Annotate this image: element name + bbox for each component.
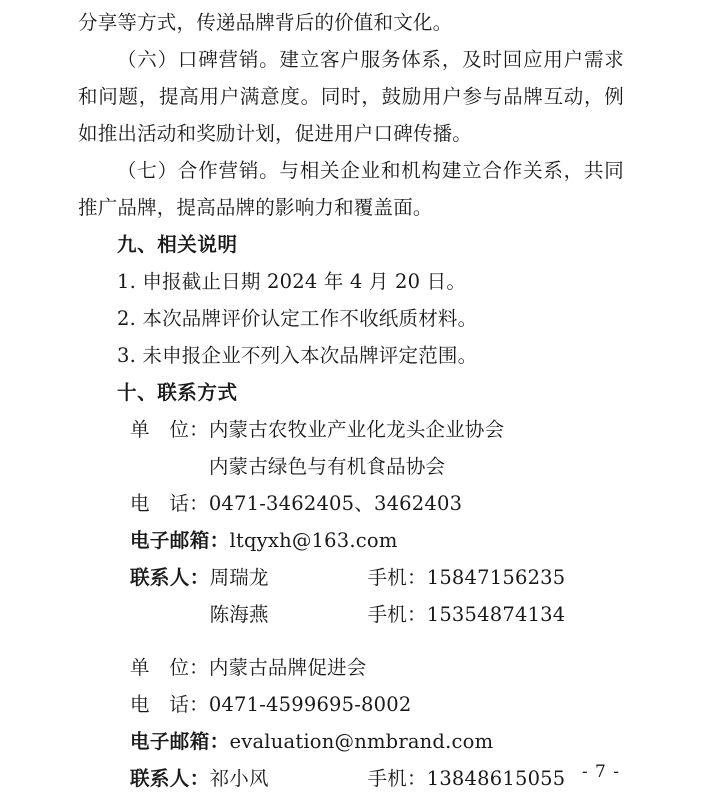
contact-person-label: 联系人： (130, 566, 210, 589)
contact-phone-label: 电 话： (130, 492, 209, 515)
contact2-email-label: 电子邮箱： (130, 730, 230, 753)
contact-unit-row-second (78, 448, 624, 485)
contact2-person-name: 祁小风 (209, 767, 269, 790)
contact-unit-value-2: 内蒙古绿色与有机食品协会 (208, 455, 446, 478)
contact-email-value: ltqyxh@163.com (229, 529, 398, 552)
contact-person-name-1: 周瑞龙 (209, 566, 269, 589)
contact-block-separator (78, 633, 624, 649)
paragraph-item-six: （六）口碑营销。建立客户服务体系，及时回应用户需求和问题，提高用户满意度。同时，鼓励用户参与品牌互动，例如推出活动和奖励计划，促进用户口碑传播。 (78, 48, 624, 145)
contact2-person-label: 联系人： (130, 767, 210, 790)
section-nine-item-1: 1. 申报截止日期 2024 年 4 月 20 日。 (117, 270, 467, 293)
paragraph-continuation: 分享等方式，传递品牌背后的价值和文化。 (78, 11, 453, 34)
contact-email-label: 电子邮箱： (130, 529, 230, 552)
contact-mobile-value-1: 15847156235 (426, 566, 566, 589)
contact-email-row (78, 522, 624, 559)
contact-unit-label: 单 位： (130, 418, 209, 441)
page-number: - 7 - (581, 762, 620, 782)
contact-block-1 (78, 411, 624, 633)
contact2-unit-row (78, 649, 624, 686)
contact2-phone-row (78, 686, 624, 723)
contact2-mobile-label: 手机： (367, 767, 427, 790)
contact-unit-value: 内蒙古农牧业产业化龙头企业协会 (208, 418, 505, 441)
contact2-phone-value: 0471-4599695-8002 (208, 693, 412, 716)
paragraph-item-seven: （七）合作营销。与相关企业和机构建立合作关系，共同推广品牌，提高品牌的影响力和覆盖面。 (78, 159, 624, 219)
section-heading-ten: 十、联系方式 (117, 381, 238, 404)
contact-unit-row (78, 411, 624, 448)
contact2-email-row (78, 723, 624, 760)
section-nine-item-2: 2. 本次品牌评价认定工作不收纸质材料。 (117, 307, 478, 330)
section-nine-item-3: 3. 未申报企业不列入本次品牌评定范围。 (117, 344, 478, 367)
contact2-email-value: evaluation@nmbrand.com (229, 730, 494, 753)
contact-mobile-label-2: 手机： (367, 603, 427, 626)
section-heading-nine: 九、相关说明 (117, 233, 238, 256)
contact2-unit-value: 内蒙古品牌促进会 (208, 656, 367, 679)
contact-phone-row (78, 485, 624, 522)
contact2-phone-label: 电 话： (130, 693, 209, 716)
document-page (0, 4, 702, 804)
contact-person-name-2: 陈海燕 (209, 603, 269, 626)
contact-phone-value: 0471-3462405、3462403 (208, 492, 463, 515)
contact-person-row-1 (78, 559, 624, 596)
contact-mobile-label-1: 手机： (367, 566, 427, 589)
contact-mobile-value-2: 15354874134 (426, 603, 566, 626)
contact2-unit-label: 单 位： (130, 656, 209, 679)
contact2-mobile-value: 13848615055 (426, 767, 566, 790)
contact-person-row-2 (78, 596, 624, 633)
